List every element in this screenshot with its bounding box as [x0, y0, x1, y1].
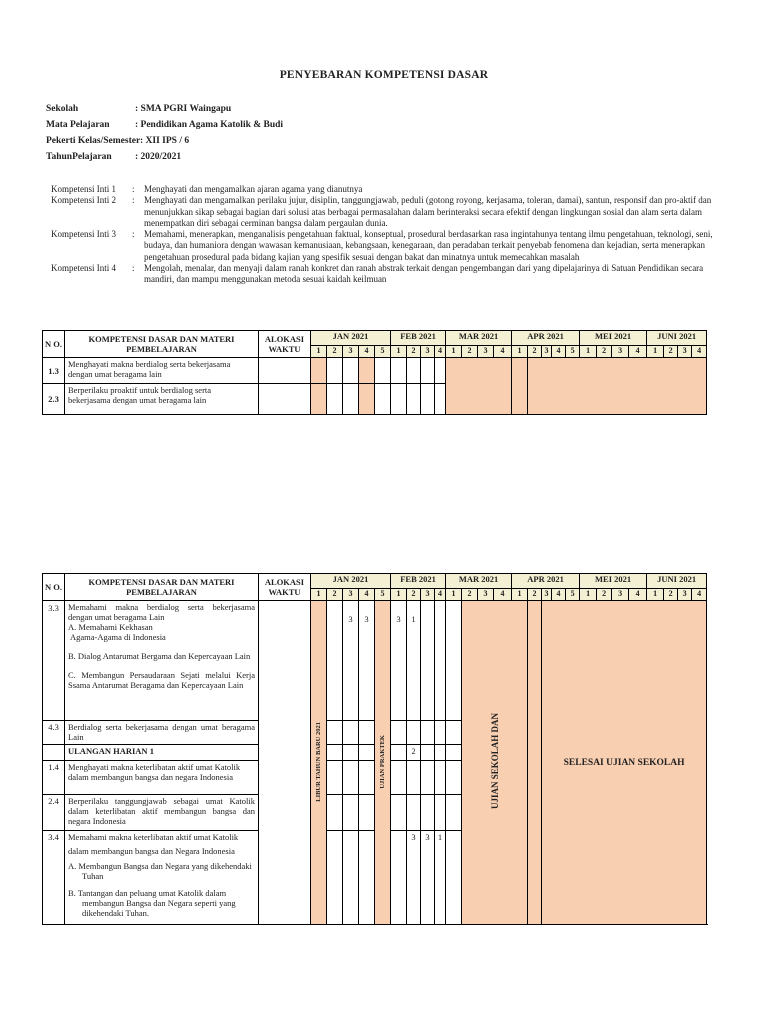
week-header-cell: 3: [343, 346, 359, 358]
week-header-cell: 1: [647, 346, 664, 358]
week-header-cell: 4: [494, 589, 512, 601]
row-kd: [65, 761, 259, 795]
month-header: APR 2021: [512, 574, 580, 589]
col-header-kd: KOMPETENSI DASAR DAN MATERI PEMBELAJARAN: [65, 331, 259, 358]
week-header-cell: 3: [678, 589, 692, 601]
week-header-cell: 1: [580, 346, 597, 358]
week-header-cell: 4: [552, 346, 566, 358]
kd-line: dalam membangun bangsa dan Negara Indonesia: [68, 846, 235, 856]
row-alokasi: [259, 358, 311, 384]
week-cell: [446, 795, 462, 831]
week-header-cell: 2: [528, 589, 542, 601]
week-header-cell: 2: [528, 346, 542, 358]
kd-line: Memahami makna berdialog serta bekerjasama dengan umat beragama Lain: [68, 602, 255, 622]
week-cell: [327, 358, 343, 384]
row-kd: [65, 721, 259, 745]
week-cell: [359, 384, 375, 415]
row-kd: [65, 601, 259, 721]
row-no: [43, 745, 65, 761]
week-header-cell: 2: [664, 346, 678, 358]
month-header: MAR 2021: [446, 331, 512, 346]
info-label: Sekolah: [46, 104, 79, 114]
week-cell: [327, 831, 343, 925]
week-cell: [327, 795, 343, 831]
ujian-praktek-column: [375, 601, 391, 925]
week-header-cell: 4: [435, 346, 446, 358]
ki-text: Mengolah, menalar, dan menyaji dalam ranah konkret dan ranah abstrak terkait dengan pengembangan dari yang dipelajarinya di Satuan Pendidikan secara mandiri, dan mampu menggunakan metoda sesuai kaidah keilmuan: [144, 263, 704, 285]
week-cell: [359, 831, 375, 925]
ki-text: Memahami, menerapkan, menganalisis pengetahuan faktual, konseptual, prosedural berdasarkan rasa ingintahunya tentang ilmu pengetahuan, teknologi, seni, budaya, dan humaniora dengan wawasan kemanusiaan, kebangsaan, kenegaraan, dan peradaban terkait penyebab fenomena dan kejadian, serta menerapkan pengetahuan prosedural pada bidang kajian yang spesifik sesuai dengan bakat dan minatnya untuk memecahkan masalah: [144, 229, 713, 262]
week-header-cell: 5: [375, 346, 391, 358]
week-cell: 3: [391, 601, 407, 721]
week-header-cell: 3: [421, 346, 435, 358]
kd-line: Agama-Agama di Indonesia: [70, 632, 166, 642]
col-header-alokasi: ALOKASI WAKTU: [259, 574, 311, 601]
week-cell: [391, 761, 407, 795]
ki-item: [51, 195, 721, 229]
row-no: 3.3: [43, 601, 65, 721]
week-header-cell: 4: [494, 346, 512, 358]
week-cell: [359, 745, 375, 761]
month-header: FEB 2021: [391, 331, 446, 346]
week-cell: [446, 601, 462, 721]
kd-line: A. Memahami Kekhasan: [68, 622, 153, 632]
week-cell: 1: [435, 831, 446, 925]
week-header-cell: 3: [678, 346, 692, 358]
week-cell: [421, 745, 435, 761]
week-cell: [446, 761, 462, 795]
week-cell: [435, 721, 446, 745]
week-cell: 3: [421, 831, 435, 925]
week-header-cell: 1: [311, 589, 327, 601]
week-header-cell: 3: [343, 589, 359, 601]
kd-line: Berdialog serta bekerjasama dengan umat beragama Lain: [68, 722, 255, 742]
week-cell: [407, 761, 421, 795]
week-cell: [391, 745, 407, 761]
week-cell: [391, 795, 407, 831]
ki-item: [51, 263, 721, 286]
week-cell: [359, 795, 375, 831]
ki-sep: :: [132, 263, 135, 274]
row-kd: Menghayati makna berdialog serta bekerjasama dengan umat beragama lain: [65, 358, 259, 384]
week-cell: [435, 358, 446, 384]
row-no: 1.3: [43, 358, 65, 384]
week-cell: [327, 721, 343, 745]
week-cell: [391, 831, 407, 925]
ujian-sekolah-label: UJIAN SEKOLAH DAN: [489, 713, 500, 810]
week-header-cell: 2: [664, 589, 678, 601]
week-cell: [311, 384, 327, 415]
kd-line: A. Membangun Bangsa dan Negara yang dikehendaki Tuhan: [68, 861, 252, 881]
row-alokasi: [259, 601, 311, 925]
kd-line: Menghayati makna keterlibatan aktif umat Katolik dalam membangun bangsa dan negara Indonesia: [68, 762, 241, 782]
info-value: : SMA PGRI Waingapu: [135, 104, 232, 114]
row-no: 2.4: [43, 795, 65, 831]
libur-label: LIBUR TAHUN BARU 2021: [315, 721, 322, 802]
schedule-table-1: [42, 330, 707, 415]
kompetensi-inti-list: [51, 184, 721, 286]
week-cell: [407, 795, 421, 831]
week-header-cell: 1: [446, 589, 462, 601]
ujian-sekolah-block: [462, 601, 528, 925]
week-header-cell: 1: [512, 589, 528, 601]
week-cell: [359, 761, 375, 795]
week-cell: [327, 745, 343, 761]
week-cell: [421, 761, 435, 795]
week-header-cell: 1: [580, 589, 597, 601]
week-header-cell: 1: [512, 346, 528, 358]
week-cell: [343, 721, 359, 745]
kd-line: Memahami makna keterlibatan aktif umat Katolik: [68, 832, 239, 842]
ki-sep: :: [132, 184, 135, 194]
row-no: 4.3: [43, 721, 65, 745]
ki-label: Kompetensi Inti 4: [51, 263, 116, 274]
col-header-alokasi: ALOKASI WAKTU: [259, 331, 311, 358]
week-cell: [343, 761, 359, 795]
libur-column: [311, 601, 327, 925]
week-cell: [311, 358, 327, 384]
week-header-cell: 2: [462, 589, 478, 601]
kd-line: B. Tantangan dan peluang umat Katolik dalam membangun Bangsa dan Negara seperti yang dikehendaki Tuhan.: [68, 888, 236, 918]
week-cell: [421, 721, 435, 745]
ujian-praktek-label: UJIAN PRAKTEK: [379, 734, 386, 789]
week-header-cell: 3: [421, 589, 435, 601]
week-cell: 1: [407, 601, 421, 721]
month-header: JUNI 2021: [647, 331, 707, 346]
month-header: APR 2021: [512, 331, 580, 346]
week-cell: [343, 384, 359, 415]
week-cell: [343, 745, 359, 761]
week-cell: [375, 384, 391, 415]
week-header-cell: 3: [612, 589, 629, 601]
month-header: MEI 2021: [580, 574, 647, 589]
week-cell: [421, 358, 435, 384]
week-cell: [391, 358, 407, 384]
week-header-cell: 3: [542, 589, 552, 601]
week-header-cell: 4: [435, 589, 446, 601]
week-cell: 2: [407, 745, 421, 761]
col-header-no: N O.: [43, 574, 65, 601]
kd-line: B. Dialog Antarumat Bergama dan Kepercayaan Lain: [68, 651, 251, 661]
week-cell: [327, 761, 343, 795]
week-header-cell: 4: [629, 589, 647, 601]
week-cell: [327, 601, 343, 721]
ki-label: Kompetensi Inti 1: [51, 184, 116, 194]
ki-item: [51, 184, 721, 195]
ki-text: Menghayati dan mengamalkan ajaran agama yang dianutnya: [144, 184, 363, 194]
month-header: JAN 2021: [311, 331, 391, 346]
week-cell: [421, 795, 435, 831]
week-header-cell: 4: [629, 346, 647, 358]
kd-line: C. Membangun Persaudaraan Sejati melalui Kerja Ssama Antarumat Beragama dan Kepercayaan Lain: [68, 670, 255, 690]
schedule-table-2: [42, 573, 707, 925]
info-label: Pekerti Kelas/Semester: [46, 136, 141, 146]
week-cell: [435, 384, 446, 415]
month-header: FEB 2021: [391, 574, 446, 589]
week-header-cell: 2: [597, 346, 612, 358]
week-cell: [391, 721, 407, 745]
week-header-cell: 5: [566, 346, 580, 358]
month-header: JUNI 2021: [647, 574, 707, 589]
week-cell: [375, 358, 391, 384]
row-no: 1.4: [43, 761, 65, 795]
month-header: JAN 2021: [311, 574, 391, 589]
row-kd: [65, 795, 259, 831]
week-header-cell: 3: [612, 346, 629, 358]
apr-jun-block: [528, 358, 707, 415]
week-header-cell: 5: [566, 589, 580, 601]
row-kd: [65, 831, 259, 925]
week-cell: [435, 601, 446, 721]
month-header: MEI 2021: [580, 331, 647, 346]
week-cell: [407, 384, 421, 415]
week-header-cell: 2: [407, 589, 421, 601]
ki-label: Kompetensi Inti 3: [51, 229, 116, 240]
info-value: : 2020/2021: [135, 152, 182, 162]
row-kd: Berperilaku proaktif untuk berdialog serta bekerjasama dengan umat beragama lain: [65, 384, 259, 415]
week-cell: [359, 721, 375, 745]
week-cell: [407, 721, 421, 745]
row-no: 2.3: [43, 384, 65, 415]
ulangan-label: ULANGAN HARIAN 1: [65, 745, 259, 761]
week-header-cell: 4: [692, 346, 707, 358]
week-header-cell: 2: [462, 346, 478, 358]
row-no: 3.4: [43, 831, 65, 925]
month-header: MAR 2021: [446, 574, 512, 589]
ki-label: Kompetensi Inti 2: [51, 195, 116, 206]
apr-week1-block: [512, 358, 528, 415]
week-cell: 3: [359, 601, 375, 721]
week-cell: [343, 831, 359, 925]
week-cell: [446, 721, 462, 745]
ki-text: Menghayati dan mengamalkan perilaku jujur, disiplin, tanggungjawab, peduli (gotong royong, kerjasama, toleran, damai), santun, responsif dan pro-aktif dan menunjukkan sikap sebagai bagian dari solusi atas berbagai permasalahan dalam berinteraksi secara efektif dengan lingkungan sosial dan alam serta dalam menempatkan diri sebagai cerminan bangsa dalam pergaulan dunia.: [144, 195, 712, 228]
ki-item: [51, 229, 721, 263]
selesai-ujian-block: SELESAI UJIAN SEKOLAH: [542, 601, 707, 925]
week-cell: [421, 601, 435, 721]
info-value: : Pendidikan Agama Katolik & Budi: [135, 120, 284, 130]
week-cell: 3: [343, 601, 359, 721]
week-cell: [343, 795, 359, 831]
week-header-cell: 4: [359, 346, 375, 358]
week-cell: [435, 745, 446, 761]
week-header-cell: 3: [478, 589, 494, 601]
week-cell: [435, 761, 446, 795]
ki-sep: :: [132, 229, 135, 240]
page-title: PENYEBARAN KOMPETENSI DASAR: [279, 69, 489, 81]
info-label: Mata Pelajaran: [46, 120, 110, 130]
kd-line: Berperilaku tanggungjawab sebagai umat Katolik dalam keterlibatan aktif membangun bangsa dan negara Indonesia: [68, 796, 255, 826]
info-value: : XII IPS / 6: [140, 136, 190, 146]
week-cell: [407, 358, 421, 384]
week-cell: [343, 358, 359, 384]
week-cell: [327, 384, 343, 415]
week-header-cell: 2: [327, 346, 343, 358]
week-header-cell: 2: [407, 346, 421, 358]
week-cell: 3: [407, 831, 421, 925]
ki-sep: :: [132, 195, 135, 206]
week-header-cell: 1: [311, 346, 327, 358]
week-header-cell: 4: [552, 589, 566, 601]
week-cell: [359, 358, 375, 384]
week-header-cell: 3: [478, 346, 494, 358]
col-header-no: N O.: [43, 331, 65, 358]
week-header-cell: 4: [692, 589, 707, 601]
week-header-cell: 5: [375, 589, 391, 601]
week-cell: [435, 795, 446, 831]
apr-week1-block: [528, 601, 542, 925]
row-alokasi: [259, 384, 311, 415]
week-cell: [446, 831, 462, 925]
week-header-cell: 2: [327, 589, 343, 601]
mar-block: [446, 358, 512, 415]
week-cell: [446, 745, 462, 761]
week-cell: [421, 384, 435, 415]
col-header-kd: KOMPETENSI DASAR DAN MATERI PEMBELAJARAN: [65, 574, 259, 601]
week-header-cell: 1: [391, 346, 407, 358]
week-header-cell: 4: [359, 589, 375, 601]
week-header-cell: 1: [391, 589, 407, 601]
info-label: TahunPelajaran: [46, 152, 112, 162]
week-cell: [391, 384, 407, 415]
week-header-cell: 2: [597, 589, 612, 601]
week-header-cell: 1: [446, 346, 462, 358]
week-header-cell: 3: [542, 346, 552, 358]
week-header-cell: 1: [647, 589, 664, 601]
